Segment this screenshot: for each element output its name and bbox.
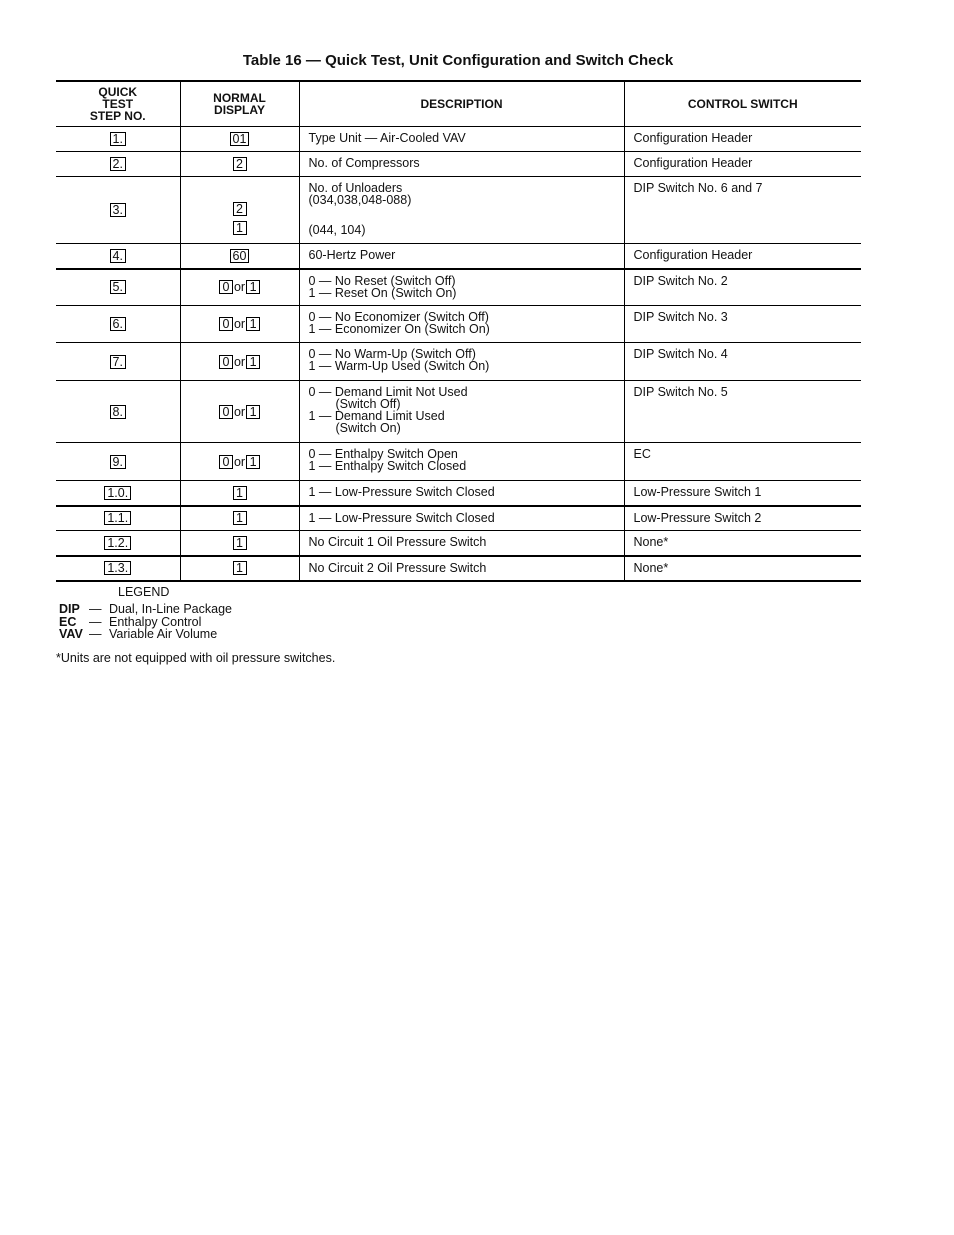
control-switch-cell: DIP Switch No. 3 — [624, 306, 861, 343]
control-switch-cell: EC — [624, 443, 861, 481]
step-number: 1.1. — [104, 511, 131, 525]
display-value: 2 — [233, 157, 247, 171]
step-number: 1.0. — [104, 486, 131, 500]
display-value: 1 — [233, 561, 247, 575]
description-cell: 0 — No Reset (Switch Off) 1 — Reset On (Switch On) — [299, 269, 624, 306]
control-switch-cell: None* — [624, 556, 861, 581]
display-value: 0 — [219, 355, 233, 369]
table-row — [56, 531, 861, 556]
table-title: Table 16 — Quick Test, Unit Configuration and Switch Check — [242, 52, 674, 69]
description-cell: No. of Unloaders (034,038,048-088) (044, 104) — [299, 177, 624, 244]
table-row — [56, 506, 861, 531]
control-switch-cell: Low-Pressure Switch 2 — [624, 506, 861, 531]
control-switch-cell: DIP Switch No. 4 — [624, 343, 861, 381]
display-value: 0 — [219, 317, 233, 331]
display-value: 1 — [246, 280, 260, 294]
table-row — [56, 177, 861, 244]
control-switch-cell: Configuration Header — [624, 152, 861, 177]
legend-item: EC — Enthalpy Control — [59, 615, 202, 629]
table-row — [56, 152, 861, 177]
display-value: 2 — [233, 202, 247, 216]
step-number: 8. — [110, 405, 126, 419]
step-number: 7. — [110, 355, 126, 369]
table-row — [56, 306, 861, 343]
display-value: 1 — [246, 317, 260, 331]
table-row — [56, 381, 861, 443]
description-cell: No Circuit 1 Oil Pressure Switch — [299, 531, 624, 556]
display-value: 0 — [219, 405, 233, 419]
header-normal-display: NORMAL DISPLAY — [180, 81, 299, 127]
step-number: 1.3. — [104, 561, 131, 575]
table-row — [56, 127, 861, 152]
step-number: 3. — [110, 203, 126, 217]
legend-item: VAV — Variable Air Volume — [59, 627, 218, 641]
control-switch-cell: DIP Switch No. 2 — [624, 269, 861, 306]
legend-item: DIP — Dual, In-Line Package — [59, 602, 232, 616]
or-text: or — [233, 354, 246, 369]
step-number: 5. — [110, 280, 126, 294]
description-cell: No Circuit 2 Oil Pressure Switch — [299, 556, 624, 581]
table-row — [56, 269, 861, 306]
or-text: or — [233, 454, 246, 469]
description-cell: 1 — Low-Pressure Switch Closed — [299, 481, 624, 506]
or-text: or — [233, 280, 246, 295]
header-step-no: QUICK TEST STEP NO. — [56, 81, 180, 127]
table-row — [56, 556, 861, 581]
step-number: 6. — [110, 317, 126, 331]
control-switch-cell: DIP Switch No. 5 — [624, 381, 861, 443]
step-number: 1.2. — [104, 536, 131, 550]
description-cell: 60-Hertz Power — [299, 244, 624, 269]
display-value: 0 — [219, 455, 233, 469]
control-switch-cell: DIP Switch No. 6 and 7 — [624, 177, 861, 244]
table-row — [56, 343, 861, 381]
header-control-switch: CONTROL SWITCH — [624, 81, 861, 127]
control-switch-cell: None* — [624, 531, 861, 556]
quick-test-table — [56, 80, 861, 582]
or-text: or — [233, 404, 246, 419]
description-cell: 0 — No Warm-Up (Switch Off) 1 — Warm-Up Used (Switch On) — [299, 343, 624, 381]
step-number: 4. — [110, 249, 126, 263]
or-text: or — [233, 317, 246, 331]
footnote: *Units are not equipped with oil pressure switches. — [56, 651, 336, 665]
control-switch-cell: Low-Pressure Switch 1 — [624, 481, 861, 506]
display-value: 1 — [246, 355, 260, 369]
control-switch-cell: Configuration Header — [624, 244, 861, 269]
description-cell: No. of Compressors — [299, 152, 624, 177]
description-cell: 0 — No Economizer (Switch Off) 1 — Economizer On (Switch On) — [299, 306, 624, 343]
table-row — [56, 443, 861, 481]
display-value: 1 — [233, 221, 247, 235]
step-number: 9. — [110, 455, 126, 469]
description-cell: 0 — Demand Limit Not Used (Switch Off) 1 — Demand Limit Used (Switch On) — [299, 381, 624, 443]
display-value: 1 — [233, 536, 247, 550]
table-row — [56, 481, 861, 506]
description-cell: 0 — Enthalpy Switch Open 1 — Enthalpy Switch Closed — [299, 443, 624, 481]
description-cell: 1 — Low-Pressure Switch Closed — [299, 506, 624, 531]
step-number: 2. — [110, 157, 126, 171]
display-value: 1 — [233, 511, 247, 525]
display-value: 60 — [230, 249, 250, 263]
control-switch-cell: Configuration Header — [624, 127, 861, 152]
legend-heading: LEGEND — [118, 585, 170, 599]
display-value: 01 — [230, 132, 250, 146]
header-description: DESCRIPTION — [299, 81, 624, 127]
display-value: 1 — [246, 455, 260, 469]
step-number: 1. — [110, 132, 126, 146]
display-value: 1 — [246, 405, 260, 419]
table-row — [56, 244, 861, 269]
description-cell: Type Unit — Air-Cooled VAV — [299, 127, 624, 152]
display-value: 0 — [219, 280, 233, 294]
display-value: 1 — [233, 486, 247, 500]
